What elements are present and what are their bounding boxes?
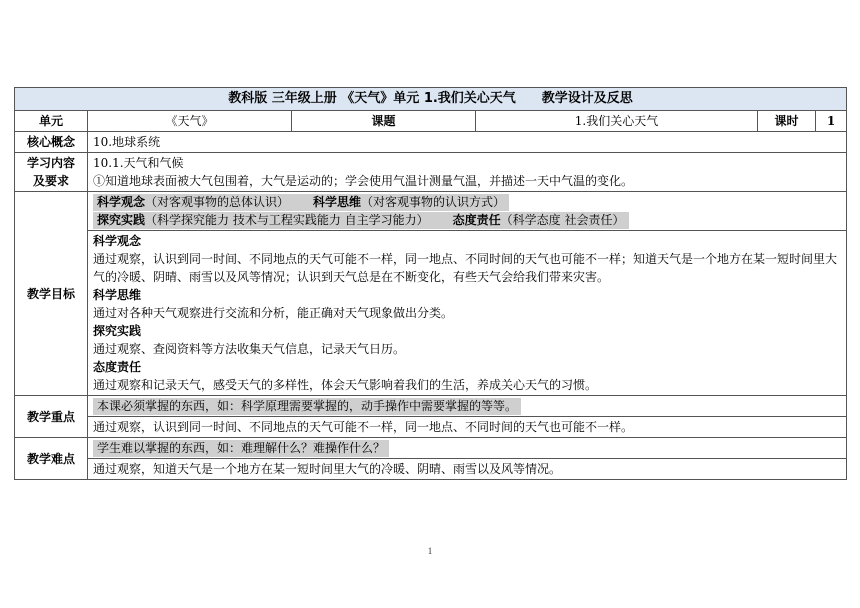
goals-header-line1: 科学观念（对客观事物的总体认识） 科学思维（对客观事物的认识方式） xyxy=(93,194,509,211)
goal-thinking-title: 科学思维 xyxy=(93,288,142,302)
core-concept-value: 10.地球系统 xyxy=(88,132,847,153)
title-row xyxy=(15,88,847,111)
core-concept-label: 核心概念 xyxy=(15,132,88,153)
unit-row xyxy=(15,111,847,132)
difficulties-hint-row xyxy=(15,438,847,459)
key-points-text-row xyxy=(15,417,847,438)
learning-label xyxy=(15,153,88,192)
goal-attitude-text: 通过观察和记录天气，感受天气的多样性，体会天气影响着我们的生活，养成关心天气的习惯。 xyxy=(93,378,598,392)
goals-header-cell xyxy=(88,192,847,231)
difficulties-hint-cell xyxy=(88,438,847,459)
page-number: 1 xyxy=(427,546,433,556)
learning-content xyxy=(88,153,847,192)
document-title: 教科版 三年级上册 《天气》单元 1.我们关心天气 教学设计及反思 xyxy=(15,88,847,111)
core-concept-row xyxy=(15,132,847,153)
goals-label: 教学目标 xyxy=(15,192,88,396)
key-points-hint-cell xyxy=(88,396,847,417)
difficulties-text: 通过观察，知道天气是一个地方在某一短时间里大气的冷暖、阴晴、雨雪以及风等情况。 xyxy=(88,459,847,480)
unit-value: 《天气》 xyxy=(88,111,292,132)
goal-concept-text: 通过观察，认识到同一时间、不同地点的天气可能不一样，同一地点、不同时间的天气也可能不一样；知道天气是一个地方在某一短时间里大气的冷暖、阴晴、雨雪以及风等情况；认识到天气总是在不断变化，有些天气会给我们带来灾害。 xyxy=(93,252,838,284)
difficulties-text-row xyxy=(15,459,847,480)
unit-label: 单元 xyxy=(15,111,88,132)
goal-thinking-text: 通过对各种天气观察进行交流和分析，能正确对天气现象做出分类。 xyxy=(93,306,454,320)
learning-line1: 10.1.天气和气候 xyxy=(93,156,184,170)
topic-value: 1.我们关心天气 xyxy=(476,111,758,132)
goals-header-line2: 探究实践（科学探究能力 技术与工程实践能力 自主学习能力） 态度责任（科学态度 社会责任） xyxy=(93,212,629,229)
key-points-text: 通过观察，认识到同一时间、不同地点的天气可能不一样，同一地点、不同时间的天气也可能不一样。 xyxy=(88,417,847,438)
goals-detail-row xyxy=(15,231,847,396)
goal-practice-title: 探究实践 xyxy=(93,324,142,338)
goals-header-row xyxy=(15,192,847,231)
learning-label-line2: 及要求 xyxy=(32,174,69,188)
learning-row xyxy=(15,153,847,192)
goal-concept-title: 科学观念 xyxy=(93,234,142,248)
difficulties-label: 教学难点 xyxy=(15,438,88,480)
lesson-plan-table xyxy=(14,87,847,480)
goals-detail-cell xyxy=(88,231,847,396)
key-points-hint: 本课必须掌握的东西，如：科学原理需要掌握的，动手操作中需要掌握的等等。 xyxy=(93,398,521,415)
key-points-label: 教学重点 xyxy=(15,396,88,438)
goal-practice-text: 通过观察、查阅资料等方法收集天气信息，记录天气日历。 xyxy=(93,342,406,356)
key-points-hint-row xyxy=(15,396,847,417)
goal-attitude-title: 态度责任 xyxy=(93,360,142,374)
learning-label-line1: 学习内容 xyxy=(26,156,75,170)
difficulties-hint: 学生难以掌握的东西，如：难理解什么？难操作什么？ xyxy=(93,440,389,457)
period-value: 1 xyxy=(816,111,847,132)
topic-label: 课题 xyxy=(292,111,476,132)
learning-line2: ①知道地球表面被大气包围着，大气是运动的；学会使用气温计测量气温，并描述一天中气温的变化。 xyxy=(93,174,634,188)
period-label: 课时 xyxy=(758,111,816,132)
